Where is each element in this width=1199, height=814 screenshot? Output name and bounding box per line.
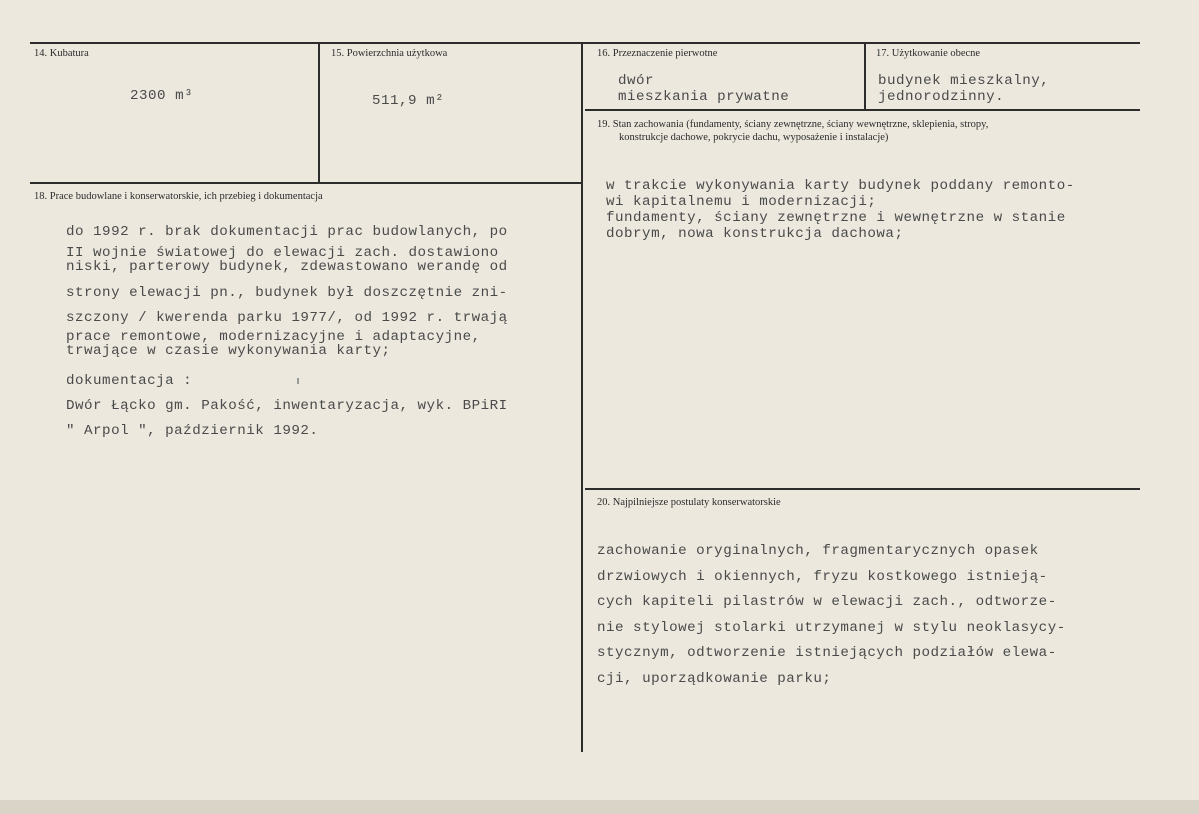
field-19-line: dobrym, nowa konstrukcja dachowa; [606,226,904,242]
field-16-value [618,73,789,105]
field-18-line: szczony / kwerenda parku 1977/, od 1992 r. trwają [66,310,508,326]
field-20-line: drzwiowych i okiennych, fryzu kostkowego istnieją- [597,568,1048,585]
top-rule [30,42,1140,44]
field-18-line: II wojnie światowej do elewacji zach. dostawiono [66,245,499,261]
field-16-line: dwór [618,73,655,89]
field-17-label: 17. Użytkowanie obecne [876,48,981,59]
field-19-line: fundamenty, ściany zewnętrzne i wewnętrzne w stanie [606,210,1066,226]
rule-under-16-17 [585,109,1140,111]
card-bottom-edge [0,800,1199,814]
field-16-label: 16. Przeznaczenie pierwotne [597,48,718,59]
field-18-line: trwające w czasie wykonywania karty; [66,343,391,359]
divider-14-15 [318,42,320,182]
field-19-label [597,118,988,144]
field-18-line: strony elewacji pn., budynek był doszczętnie zni- [66,285,508,301]
field-18-line: do 1992 r. brak dokumentacji prac budowlanych, po [66,224,508,240]
field-20-value [597,539,1066,692]
field-14-value: 2300 m³ [130,88,194,104]
field-20-line: nie stylowej stolarki utrzymanej w stylu neoklasycy- [597,619,1066,636]
field-16-line: mieszkania prywatne [618,89,790,105]
field-14-label: 14. Kubatura [34,48,89,59]
field-17-line: budynek mieszkalny, [878,73,1050,89]
field-20-line: stycznym, odtworzenie istniejących podziałów elewa- [597,645,1057,661]
rule-above-20 [585,488,1140,490]
field-15-label: 15. Powierzchnia użytkowa [331,48,448,59]
field-20-label: 20. Najpilniejsze postulaty konserwatorskie [597,497,781,508]
field-20-line: cji, uporządkowanie parku; [597,670,832,687]
rule-under-14-15 [30,182,583,184]
divider-16-17 [864,42,866,109]
field-18-line: niski, parterowy budynek, zdewastowano werandę od [66,259,508,275]
field-20-line: zachowanie oryginalnych, fragmentarycznych opasek [597,543,1039,559]
field-18-label: 18. Prace budowlane i konserwatorskie, ich przebieg i dokumentacja [34,191,323,202]
documentation-line: " Arpol ", październik 1992. [66,423,319,439]
documentation-label: dokumentacja : [66,373,193,389]
field-19-line: w trakcie wykonywania karty budynek poddany remonto- [606,178,1075,194]
divider-main [581,42,583,752]
field-20-line: cych kapiteli pilastrów w elewacji zach., odtworze- [597,594,1057,610]
field-19-label-line: 19. Stan zachowania (fundamenty, ściany zewnętrzne, ściany wewnętrzne, sklepienia, stropy, [597,119,989,130]
field-18-line: prace remontowe, modernizacyjne i adaptacyjne, [66,329,481,345]
field-19-label-line: konstrukcje dachowe, pokrycie dachu, wyposażenie i instalacje) [619,132,889,143]
field-15-value: 511,9 m² [372,93,445,109]
field-19-value [606,178,1075,242]
field-17-value [878,73,1049,105]
field-19-line: wi kapitalnemu i modernizacji; [606,194,877,210]
field-17-line: jednorodzinny. [878,89,1005,105]
paper-speck [297,378,299,384]
documentation-line: Dwór Łącko gm. Pakość, inwentaryzacja, wyk. BPiRI [66,398,508,414]
